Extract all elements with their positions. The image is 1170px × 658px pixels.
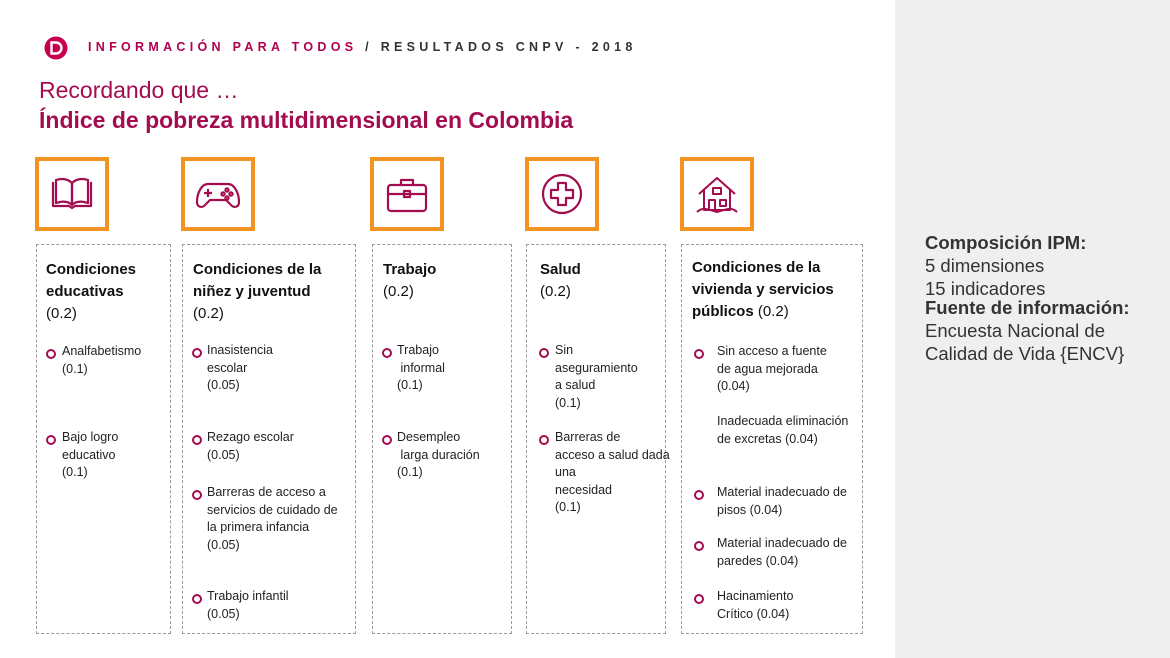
bullet-icon (382, 348, 392, 358)
indicator-item: Barreras de acceso a salud dada una necesidad (0.1) (555, 430, 670, 514)
dimension-title: Salud (0.2) (540, 261, 581, 300)
indicator-item: Sin acceso a fuente de agua mejorada (0.04) (717, 344, 827, 393)
bullet-icon (694, 594, 704, 604)
bullet-icon (192, 348, 202, 358)
indicators-count: 15 indicadores (925, 278, 1046, 299)
house-icon-box (680, 157, 754, 231)
bullet-icon (382, 435, 392, 445)
page-subtitle: Recordando que … (39, 77, 239, 103)
bullet-icon (539, 435, 549, 445)
header-separator: / (357, 40, 381, 54)
bullet-icon (46, 435, 56, 445)
gamepad-icon-box (181, 157, 255, 231)
book-icon-box (35, 157, 109, 231)
header (88, 40, 637, 54)
dimension-educativas (36, 244, 171, 634)
indicator-item: Bajo logro educativo (0.1) (62, 430, 119, 479)
bullet-icon (694, 349, 704, 359)
dimension-title: Condiciones de la niñez y juventud (0.2) (193, 261, 322, 322)
indicator-item: Material inadecuado de pisos (0.04) (717, 485, 847, 517)
bullet-icon (539, 348, 549, 358)
bullet-icon (192, 594, 202, 604)
indicator-item: Inadecuada eliminación de excretas (0.04) (717, 414, 849, 446)
indicator-item: Desempleo larga duración (0.1) (397, 430, 480, 479)
house-icon (693, 170, 741, 218)
dane-logo-icon (44, 36, 68, 60)
indicator-item: Material inadecuado de paredes (0.04) (717, 536, 847, 568)
composition-label: Composición IPM: (925, 232, 1087, 253)
dimension-ninez-juventud (182, 244, 356, 634)
indicator-item: Analfabetismo (0.1) (62, 344, 142, 376)
source-block (925, 296, 1130, 365)
briefcase-icon-box (370, 157, 444, 231)
dimension-title: Condiciones de la vivienda y servicios públicos (0.2) (692, 259, 834, 320)
bullet-icon (46, 349, 56, 359)
dimension-salud (526, 244, 670, 634)
bullet-icon (192, 435, 202, 445)
bullet-icon (192, 490, 202, 500)
indicator-item: Hacinamiento Crítico (0.04) (717, 589, 794, 621)
source-line-2: Calidad de Vida {ENCV} (925, 343, 1125, 364)
indicator-item: Trabajo informal (0.1) (397, 343, 445, 392)
briefcase-icon (383, 170, 431, 218)
gamepad-icon (194, 170, 242, 218)
indicator-item: Barreras de acceso a servicios de cuidado de la primera infancia (0.05) (207, 485, 338, 552)
dimension-title: Trabajo (0.2) (383, 261, 437, 300)
indicator-item: Inasistencia escolar (0.05) (207, 343, 274, 392)
indicator-item: Rezago escolar (0.05) (207, 430, 294, 462)
header-part2: RESULTADOS CNPV - 2018 (380, 40, 637, 54)
dimension-vivienda (681, 244, 863, 634)
dimensions-count: 5 dimensiones (925, 255, 1045, 276)
header-part1: INFORMACIÓN PARA TODOS (88, 40, 358, 54)
indicator-item: Trabajo infantil (0.05) (207, 589, 289, 621)
bullet-icon (694, 541, 704, 551)
page-title: Índice de pobreza multidimensional en Colombia (39, 107, 574, 133)
source-label: Fuente de información: (925, 297, 1130, 318)
source-line-1: Encuesta Nacional de (925, 320, 1105, 341)
book-icon (48, 170, 96, 218)
indicator-item: Sin aseguramiento a salud (0.1) (555, 343, 638, 410)
dimension-title: Condiciones educativas (0.2) (46, 261, 137, 322)
bullet-icon (694, 490, 704, 500)
medical-cross-icon (538, 170, 586, 218)
medical-cross-icon-box (525, 157, 599, 231)
dimension-trabajo (372, 244, 512, 634)
composition-block (925, 231, 1086, 300)
